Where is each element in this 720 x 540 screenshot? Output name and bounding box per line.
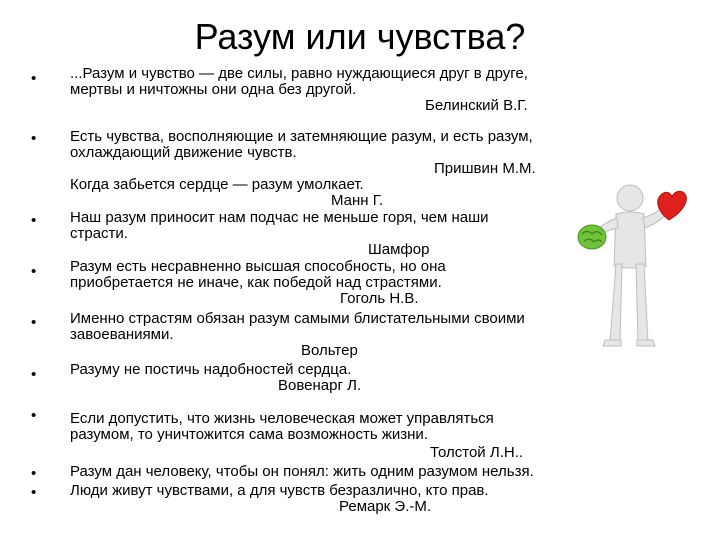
- quote-author: Пришвин М.М.: [434, 160, 536, 177]
- quote-text: приобретается не иначе, как победой над страстями.: [70, 274, 442, 291]
- quote-text: страсти.: [70, 225, 128, 242]
- quote-author: Толстой Л.Н..: [430, 444, 524, 461]
- quote-text: ...Разум и чувство — две силы, равно нуждающиеся друг в друге,: [70, 65, 528, 82]
- person-holding-brain-and-heart-icon: [572, 180, 692, 350]
- bullet: •: [31, 263, 37, 280]
- bullet: •: [31, 212, 37, 229]
- page-title: Разум или чувства?: [194, 16, 526, 57]
- quote-text: Разум дан человеку, чтобы он понял: жить одним разумом нельзя.: [70, 463, 534, 480]
- bullet: •: [31, 407, 37, 424]
- quote-text: охлаждающий движение чувств.: [70, 144, 297, 161]
- quote-author: Манн Г.: [331, 192, 384, 209]
- bullet: •: [31, 130, 37, 147]
- quote-text: Разуму не постичь надобностей сердца.: [70, 361, 352, 378]
- quote-text: Когда забьется сердце — разум умолкает.: [70, 176, 364, 193]
- quote-text: Разум есть несравненно высшая способность, но она: [70, 258, 446, 275]
- quote-text: Наш разум приносит нам подчас не меньше горя, чем наши: [70, 209, 489, 226]
- quote-author: Вовенарг Л.: [278, 377, 362, 394]
- bullet: •: [31, 314, 37, 331]
- quote-text: Люди живут чувствами, а для чувств безразлично, кто прав.: [70, 482, 489, 499]
- bullet: •: [31, 484, 37, 501]
- quote-author: Шамфор: [368, 241, 430, 258]
- quote-text: завоеваниями.: [70, 326, 174, 343]
- quote-author: Ремарк Э.-М.: [339, 498, 432, 515]
- brain-icon: [578, 225, 606, 249]
- quote-author: Белинский В.Г.: [425, 97, 528, 114]
- quote-text: Именно страстям обязан разум самыми блистательными своими: [70, 310, 525, 327]
- quote-author: Гоголь Н.В.: [340, 290, 419, 307]
- bullet: •: [31, 465, 37, 482]
- figure-body: [594, 185, 669, 346]
- quote-text: разумом, то уничтожится сама возможность жизни.: [70, 426, 428, 443]
- quote-text: Если допустить, что жизнь человеческая может управляться: [70, 410, 494, 427]
- quote-text: Есть чувства, восполняющие и затемняющие разум, и есть разум,: [70, 128, 533, 145]
- bullet: •: [31, 70, 37, 87]
- quote-text: мертвы и ничтожны они одна без другой.: [70, 81, 357, 98]
- bullet: •: [31, 366, 37, 383]
- quote-author: Вольтер: [301, 342, 358, 359]
